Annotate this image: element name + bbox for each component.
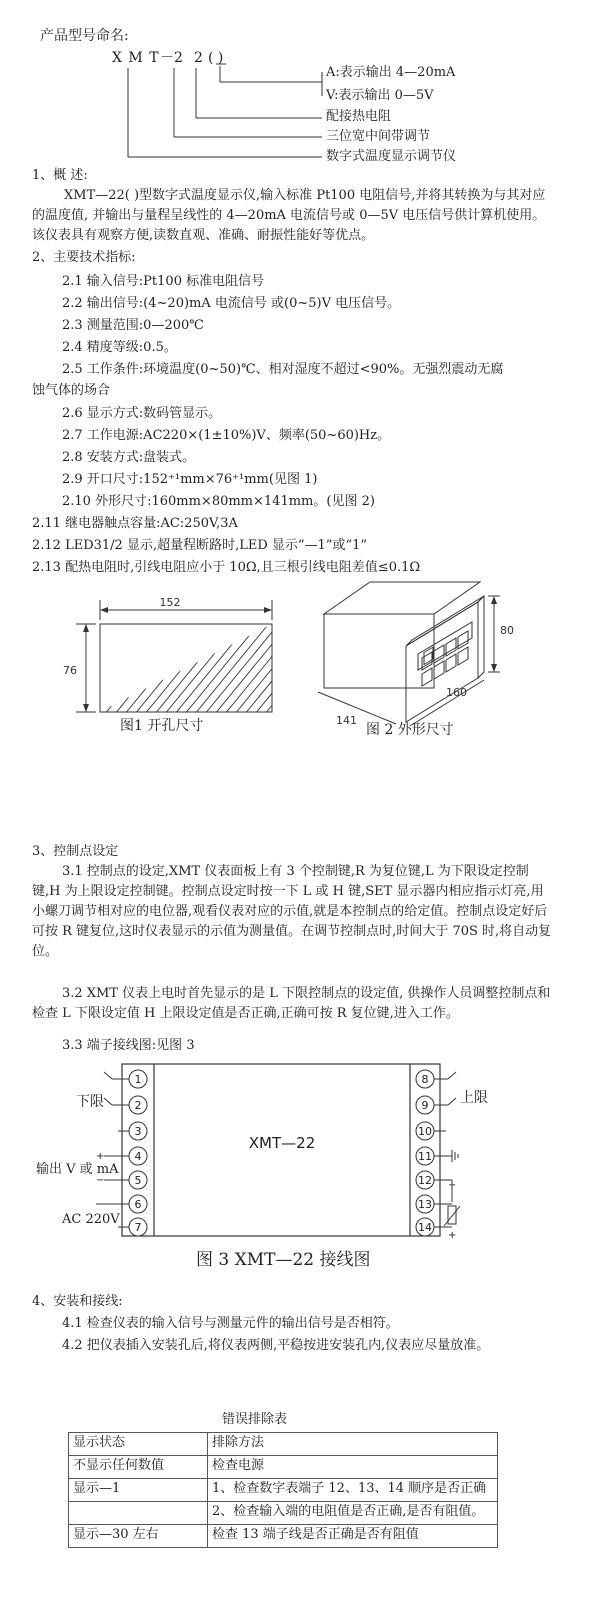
spec-item: 2.12 LED31/2 显示,超量程断路时,LED 显示“—1”或“1” <box>32 538 368 553</box>
sec2-heading: 2、主要技术指标: <box>32 250 136 265</box>
terminal-3: 3 <box>134 1125 142 1138</box>
naming-label-digital: 数字式温度显示调节仪 <box>326 149 457 164</box>
table-row <box>69 1456 498 1479</box>
table-cell: 不显示任何数值 <box>69 1456 208 1479</box>
fig2-dim-height: 80 <box>500 624 514 637</box>
minus-sign: − <box>96 1175 105 1186</box>
table-cell: 2、检查输入端的电阻值是否正确,是否有阻值。 <box>208 1502 498 1525</box>
sec3-para3: 3.3 端子接线图:见图 3 <box>62 1038 195 1053</box>
terminal-8: 8 <box>421 1073 429 1086</box>
naming-label-rtd: 配接热电阻 <box>326 109 392 124</box>
terminal-13: 13 <box>418 1198 432 1211</box>
sec3-para1: 3.1 控制点的设定,XMT 仪表面板上有 3 个控制键,R 为复位键,L 为下限设定控制键,H 为上限设定控制键。控制点设定时按一下 L 或 H 键,SET 显示器内相应指示灯亮,用小螺刀调节相对应的电位器,观看仪表对应的示值,就是本控制点的给定值。控制点设定好后可按 R 键复位,这时仪表显示的示值为测量值。在调节控制点时,时间大于 70S 时,将自动复位。 <box>32 864 552 959</box>
table-row <box>69 1502 498 1525</box>
fig2-caption: 图 2 外形尺寸 <box>366 722 454 738</box>
terminal-6: 6 <box>134 1198 142 1211</box>
install-item: 4.1 检查仪表的输入信号与测量元件的输出信号是否相符。 <box>62 1316 399 1331</box>
terminal-5: 5 <box>134 1174 142 1187</box>
table-cell: 检查 13 端子线是否正确是否有阻值 <box>208 1525 498 1548</box>
spec-item: 2.6 显示方式:数码管显示。 <box>62 406 222 421</box>
table-row <box>69 1479 498 1502</box>
spec-item: 2.7 工作电源:AC220×(1±10%)V、频率(50~60)Hz。 <box>62 428 391 443</box>
spec-item: 2.4 精度等级:0.5。 <box>62 340 177 355</box>
terminal-10: 10 <box>418 1125 432 1138</box>
fig2-dim-width: 160 <box>446 686 467 699</box>
troubleshooting-table <box>68 1432 498 1548</box>
fig3-caption: 图 3 XMT—22 接线图 <box>196 1250 371 1270</box>
fig3-label-output: 输出 V 或 mA <box>36 1162 119 1177</box>
fig1-dim-height: 76 <box>63 664 77 677</box>
table-cell: 1、检查数字表端子 12、13、14 顺序是否正确 <box>208 1479 498 1502</box>
spec-item: 2.3 测量范围:0—200℃ <box>62 318 204 333</box>
spec-item: 2.1 输入信号:Pt100 标准电阻信号 <box>62 274 265 289</box>
naming-title: 产品型号命名: <box>40 28 129 44</box>
naming-label-a: A:表示输出 4—20mA <box>326 65 456 80</box>
sec4-heading: 4、安装和接线: <box>32 1294 123 1309</box>
spec-item: 2.13 配热电阻时,引线电阻应小于 10Ω,且三根引线电阻差值≤0.1Ω <box>32 560 421 575</box>
table-header-cell: 显示状态 <box>69 1433 208 1456</box>
terminal-4: 4 <box>134 1150 142 1163</box>
spec-item-cont: 蚀气体的场合 <box>32 383 111 398</box>
sec1-body: XMT—22( )型数字式温度显示仪,输入标准 Pt100 电阻信号,并将其转换为与其对应的温度值, 并输出与量程呈线性的 4—20mA 电流信号或 0—5V 电压信号供计算机使用。该仪表具有观察方便,读数直观、准确、耐振性能好等优点。 <box>32 188 546 243</box>
table-cell <box>69 1502 208 1525</box>
sec3-heading: 3、控制点设定 <box>32 844 119 859</box>
model-code-dash2: －2 <box>160 50 183 66</box>
plus-sign: + <box>96 1151 105 1162</box>
fig2-dim-depth: 141 <box>336 714 357 727</box>
spec-item: 2.8 安装方式:盘装式。 <box>62 450 196 465</box>
table-header-cell: 排除方法 <box>208 1433 498 1456</box>
table-title: 错误排除表 <box>222 1412 288 1427</box>
terminal-1: 1 <box>134 1073 142 1086</box>
model-code-paren: ( ) <box>208 50 224 66</box>
naming-label-v: V:表示输出 0—5V <box>326 88 434 103</box>
model-code-xmt: X M T <box>112 50 160 66</box>
naming-label-width: 三位宽中间带调节 <box>326 129 431 144</box>
table-cell: 显示—30 左右 <box>69 1525 208 1548</box>
spec-item: 2.11 继电器触点容量:AC:250V,3A <box>32 516 238 531</box>
fig3-label-ac: AC 220V <box>62 1212 120 1227</box>
terminal-2: 2 <box>134 1099 142 1112</box>
install-item: 4.2 把仪表插入安装孔后,将仪表两侧,平稳按进安装孔内,仪表应尽量放准。 <box>62 1338 490 1353</box>
sec1-heading: 1、概 述: <box>32 168 88 183</box>
fig3-label-upper: 上限 <box>460 1090 488 1106</box>
sec3-para2: 3.2 XMT 仪表上电时首先显示的是 L 下限控制点的设定值, 供操作人员调整控制点和检查 L 下限设定值 H 上限设定值是否正确,正确可按 R 复位键,进入工作。 <box>32 986 551 1021</box>
terminal-12: 12 <box>418 1174 432 1187</box>
table-row <box>69 1525 498 1548</box>
spec-item: 2.9 开口尺寸:152⁺¹mm×76⁺¹mm(见图 1) <box>62 472 318 487</box>
table-cell: 显示—1 <box>69 1479 208 1502</box>
spec-item: 2.5 工作条件:环境温度(0~50)℃、相对湿度不超过<90%。无强烈震动无腐 <box>62 362 504 377</box>
fig3-label-lower: 下限 <box>76 1094 104 1110</box>
table-cell: 检查电源 <box>208 1456 498 1479</box>
fig1-caption: 图1 开孔尺寸 <box>120 718 204 734</box>
minus-sign: − <box>448 1180 457 1191</box>
fig1-dim-width: 152 <box>159 596 181 609</box>
spec-item: 2.2 输出信号:(4~20)mA 电流信号 或(0~5)V 电压信号。 <box>62 296 401 311</box>
fig3-model-label: XMT—22 <box>248 1134 316 1152</box>
spec-item: 2.10 外形尺寸:160mm×80mm×141mm。(见图 2) <box>62 494 375 509</box>
plus-sign: + <box>448 1230 457 1240</box>
terminal-9: 9 <box>421 1099 429 1112</box>
terminal-7: 7 <box>134 1221 142 1234</box>
naming-leader-lines <box>0 0 589 180</box>
model-code-2: 2 <box>194 50 203 66</box>
table-header-row <box>69 1433 498 1456</box>
terminal-14: 14 <box>418 1221 432 1234</box>
figure2-outline-diagram <box>300 574 540 734</box>
terminal-11: 11 <box>418 1150 432 1163</box>
